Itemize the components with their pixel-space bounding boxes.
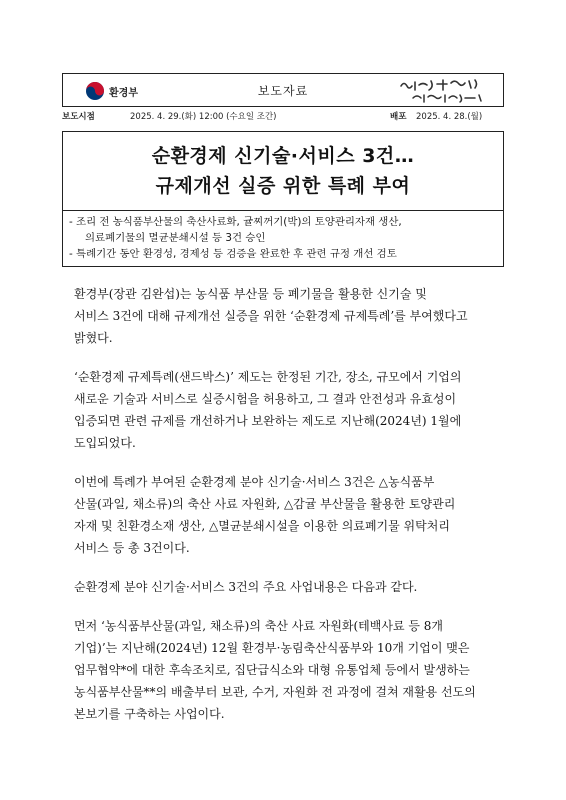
subheadline-item-1: - 조리 전 농식품부산물의 축산사료화, 귤찌꺼기(박)의 토양관리자재 생산, — [69, 216, 402, 228]
paragraph-3 — [62, 471, 506, 559]
distribution-value: 2025. 4. 28.(월) — [416, 112, 483, 122]
subheadline-item-1-cont: 의료폐기물의 멸균분쇄시설 등 3건 승인 — [85, 232, 266, 244]
paragraph-line: 본보기를 구축하는 사업이다. — [74, 707, 225, 721]
slogan-handwriting-icon — [393, 76, 493, 106]
release-time-value: 2025. 4. 29.(화) 12:00 (수요일 조간) — [130, 112, 277, 122]
headline-line-1: 순환경제 신기술·서비스 3건… — [151, 145, 415, 167]
paragraph-line: 새로운 기술과 서비스로 실증시험을 허용하고, 그 결과 안전성과 유효성이 — [74, 392, 457, 406]
paragraph-line: 농식품부산물**의 배출부터 보관, 수거, 자원화 전 과정에 걸쳐 재활용 선도의 — [74, 685, 476, 699]
paragraph-line: 먼저 ‘농식품부산물(과일, 채소류)의 축산 사료 자원화(테백사료 등 8개 — [74, 619, 443, 633]
paragraph-4 — [62, 576, 506, 598]
paragraph-2 — [62, 366, 506, 454]
subheadline-box — [62, 210, 504, 267]
subheadline-item-2: - 특례기간 동안 환경성, 경제성 등 검증을 완료한 후 관련 규정 개선 검토 — [69, 248, 397, 260]
slogan-logo — [393, 76, 493, 106]
paragraph-line: 도입되었다. — [74, 436, 136, 450]
paragraph-line: 이번에 특례가 부여된 순환경제 분야 신기술·서비스 3건은 △농식품부 — [74, 475, 435, 489]
distribution-label: 배포 — [390, 112, 407, 122]
paragraph-line: 서비스 등 총 3건이다. — [74, 541, 190, 555]
release-time-label: 보도시점 — [62, 112, 95, 122]
paragraph-line: 기업)’는 지난해(2024년) 12월 환경부·농림축산식품부와 10개 기업이 맺은 — [74, 641, 470, 655]
paragraph-line: 자재 및 친환경소재 생산, △멸균분쇄시설을 이용한 의료폐기물 위탁처리 — [74, 519, 450, 533]
paragraph-line: 환경부(장관 김완섭)는 농식품 부산물 등 폐기물을 활용한 신기술 및 — [74, 287, 427, 301]
paragraph-line: 입증되면 관련 규제를 개선하거나 보완하는 제도로 지난해(2024년) 1월에 — [74, 414, 462, 428]
article-body — [62, 283, 506, 742]
paragraph-line: 업무협약*에 대한 후속조치로, 집단급식소와 대형 유통업체 등에서 발생하는 — [74, 663, 470, 677]
paragraph-line: 서비스 3건에 대해 규제개선 실증을 위한 ‘순환경제 규제특례’를 부여했다고 — [74, 309, 468, 323]
release-info — [62, 110, 504, 124]
press-release-label: 보도자료 — [257, 84, 309, 98]
ministry-name: 환경부 — [109, 87, 138, 99]
headline-line-2: 규제개선 실증 위한 특례 부여 — [155, 175, 411, 197]
paragraph-line: ‘순환경제 규제특례(샌드박스)’ 제도는 한정된 기간, 장소, 규모에서 기업의 — [74, 370, 462, 384]
press-release-header — [62, 73, 504, 107]
paragraph-line: 순환경제 분야 신기술·서비스 3건의 주요 사업내용은 다음과 같다. — [74, 580, 418, 594]
paragraph-line: 밝혔다. — [74, 331, 113, 345]
paragraph-5 — [62, 615, 506, 725]
headline-box — [62, 131, 504, 211]
paragraph-line: 산물(과일, 채소류)의 축산 사료 자원화, △감귤 부산물을 활용한 토양관리 — [74, 497, 456, 511]
paragraph-1 — [62, 283, 506, 349]
